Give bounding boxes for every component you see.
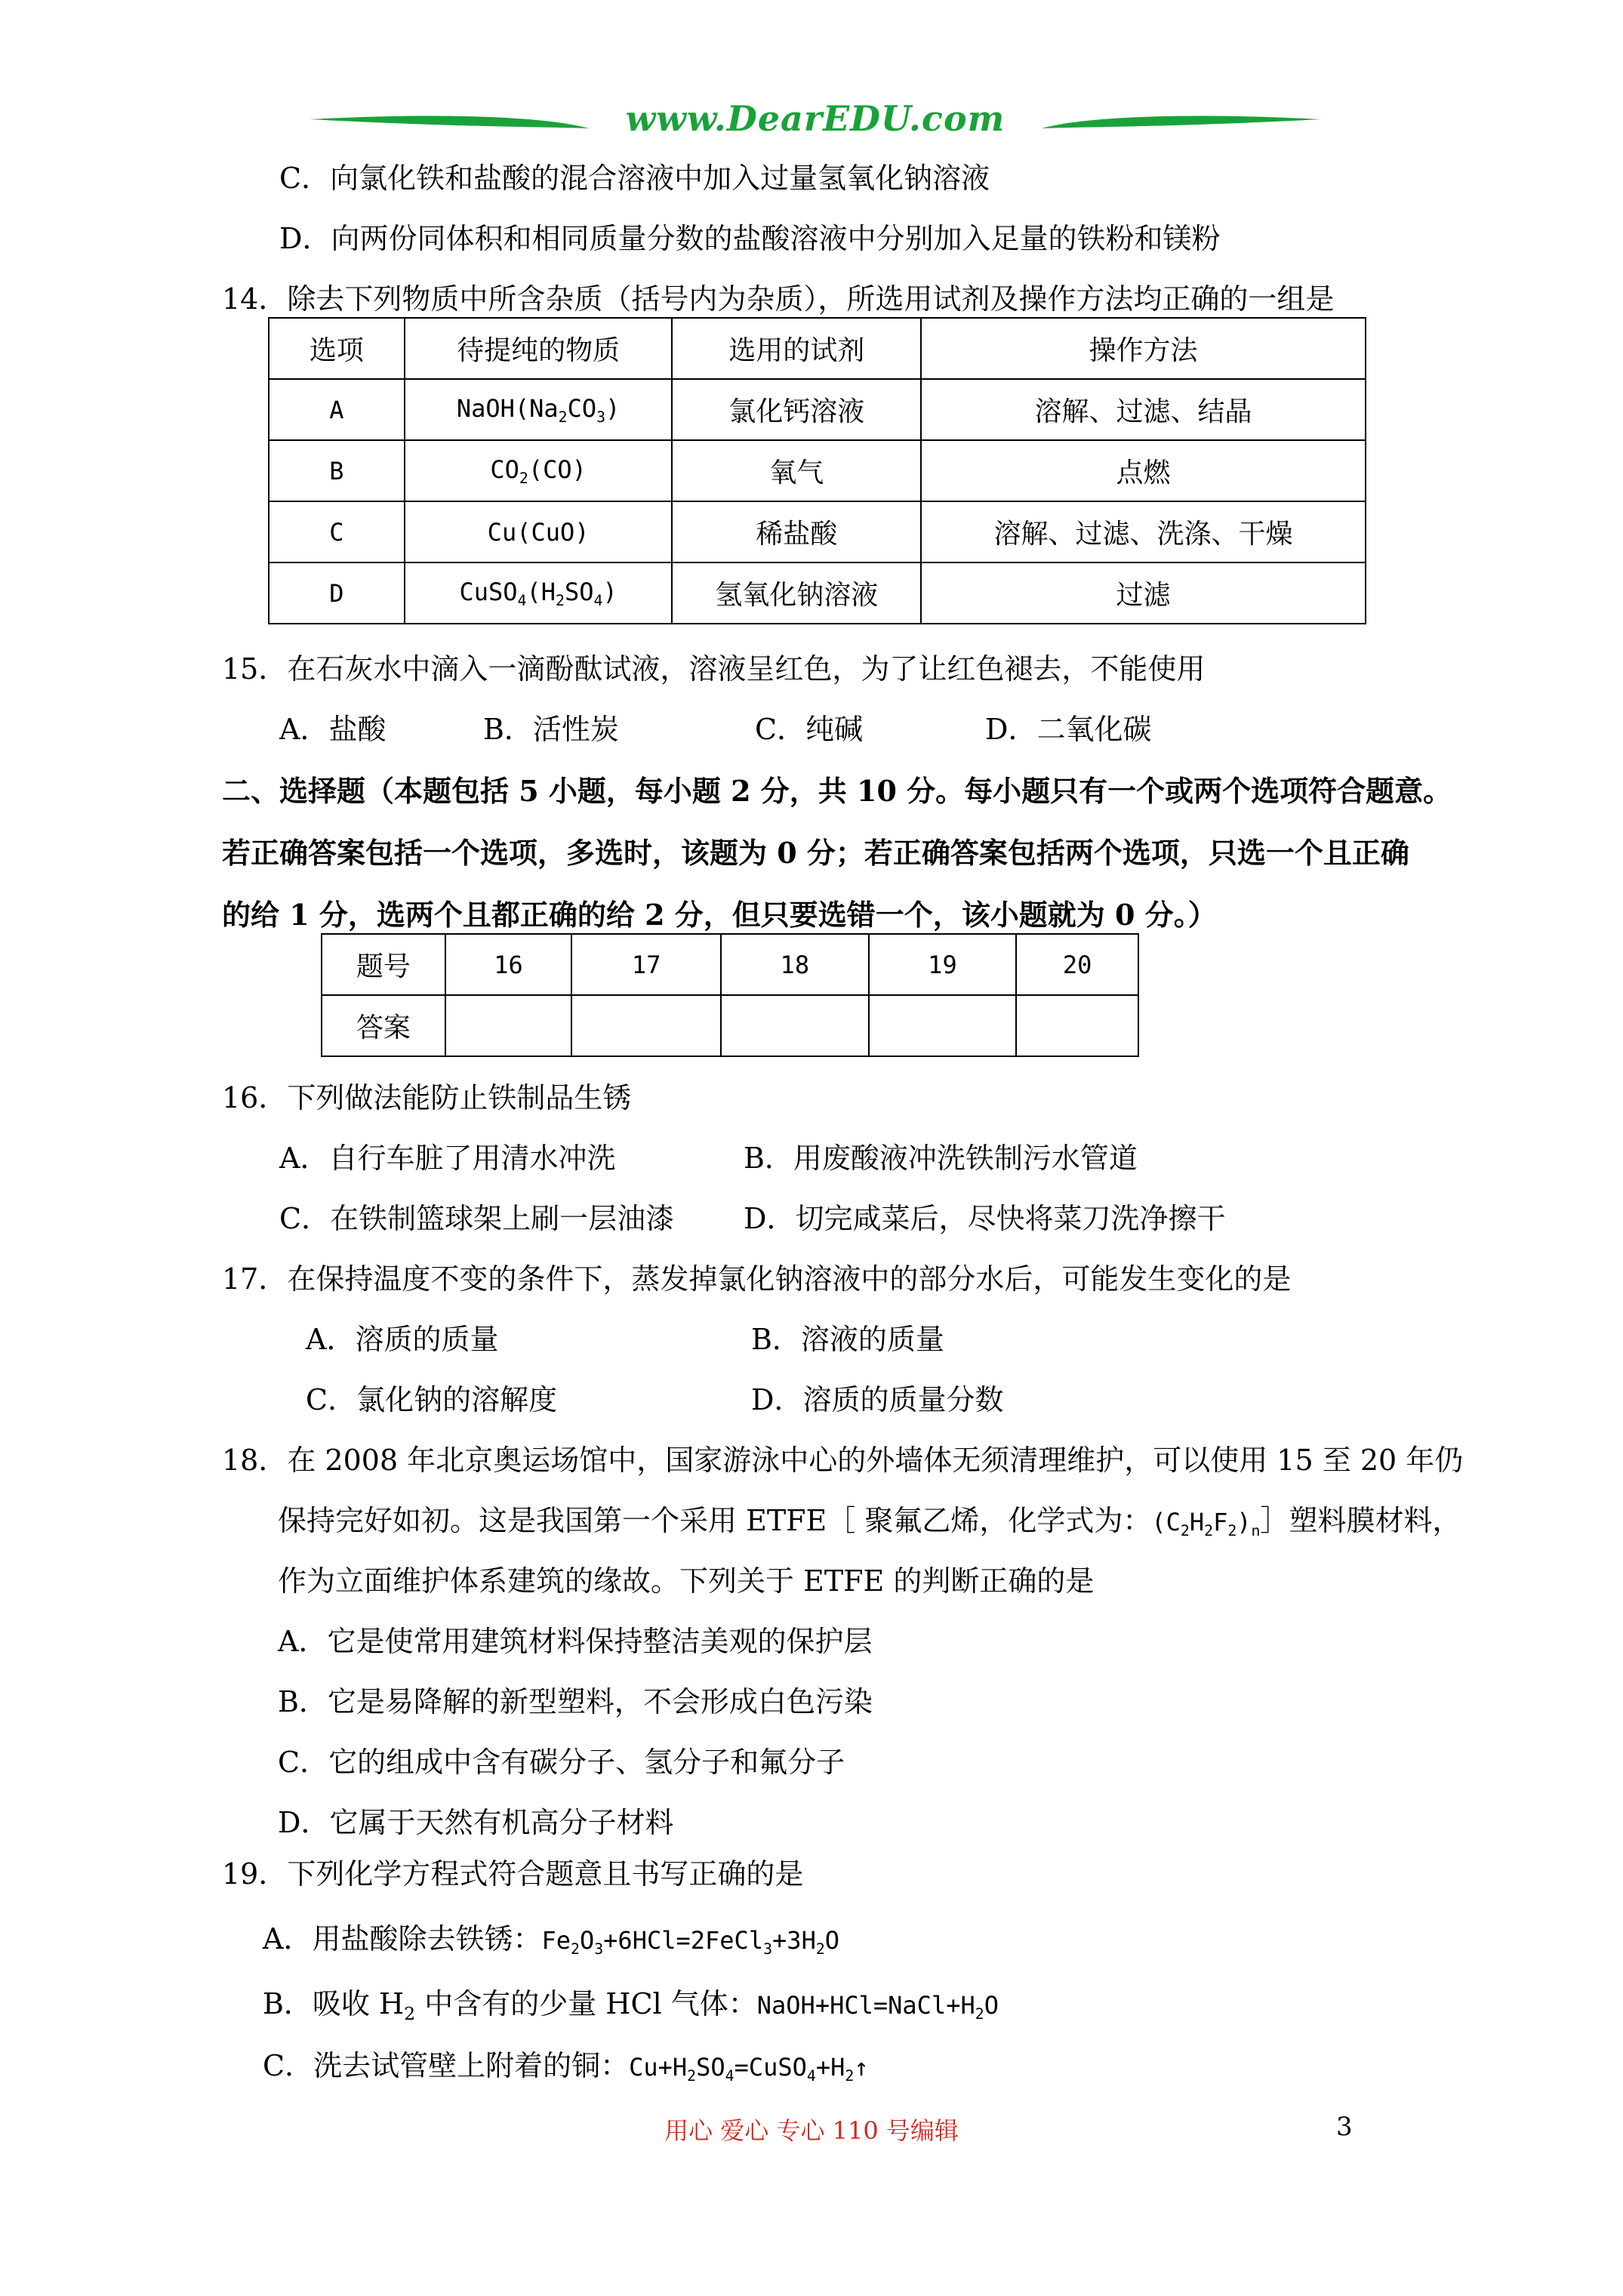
header-banner [302,89,1329,165]
q19-stem: 19．下列化学方程式符合题意且书写正确的是 [222,1857,804,1891]
table-row [322,934,1138,995]
table-header: 选项 [269,318,405,379]
table-cell-option: B [269,440,405,501]
page-number: 3 [1336,2112,1353,2142]
answer-table-label: 答案 [322,995,445,1056]
q19-option-a [263,1921,839,1968]
answer-table-number: 17 [571,934,721,995]
q17-option-c: C．氯化钠的溶解度 [306,1383,558,1416]
table-cell-method: 溶解、过滤、洗涤、干燥 [921,501,1366,562]
q16-option-a: A．自行车脏了用清水冲洗 [279,1142,616,1175]
q16-option-d: D．切完咸菜后，尽快将菜刀洗净擦干 [744,1202,1226,1235]
table-header: 选用的试剂 [672,318,920,379]
table-cell-reagent: 氢氧化钠溶液 [672,562,920,624]
q19-option-c [263,2048,869,2094]
table-row [269,562,1366,624]
q19-option-b: B．吸收 $H_2$ 中含有的少量 HCl 气体：$NaOH+HCl=NaCl+H_2O$ [263,1987,999,2025]
q13-option-c: C．向氯化铁和盐酸的混合溶液中加入过量氢氧化钠溶液 [279,162,990,195]
q19-option-a-text: A．用盐酸除去铁锈： [263,1922,542,1955]
q16-option-b: B．用废酸液冲洗铁制污水管道 [744,1142,1138,1175]
answer-table-number: 19 [869,934,1017,995]
table-row [269,440,1366,501]
q18-option-a: A．它是使常用建筑材料保持整洁美观的保护层 [278,1625,873,1658]
table-cell-substance: $CO_2(CO)$ [405,440,673,501]
table-header: 待提纯的物质 [405,318,673,379]
q18-line2-text-a: 保持完好如初。这是我国第一个采用 ETFE［ 聚氟乙烯，化学式为： [278,1504,1152,1537]
q18-line2-text-b: ］塑料膜材料， [1260,1504,1461,1537]
q16-option-c: C．在铁制篮球架上刷一层油漆 [279,1202,675,1235]
table-cell-reagent: 氯化钙溶液 [672,379,920,440]
q18-option-b: B．它是易降解的新型塑料，不会形成白色污染 [278,1685,873,1718]
q15-stem: 15．在石灰水中滴入一滴酚酞试液，溶液呈红色，为了让红色褪去，不能使用 [222,652,1206,686]
table-cell-option: D [269,562,405,624]
q15-option-a: A．盐酸 [279,713,387,746]
q18-option-d: D．它属于天然有机高分子材料 [278,1806,674,1839]
table-row [269,501,1366,562]
table-row [269,379,1366,440]
answer-table-label: 题号 [322,934,445,995]
header-site: www.DearEDU.com [625,98,1006,139]
q14-stem: 14．除去下列物质中所含杂质（括号内为杂质），所选用试剂及操作方法均正确的一组是 [222,282,1335,316]
q18-line1: 18．在 2008 年北京奥运场馆中，国家游泳中心的外墙体无须清理维护，可以使用 15 至 20 年仍 [222,1444,1464,1477]
answer-cell-20[interactable] [1016,995,1138,1056]
section2-line2: 若正确答案包括一个选项，多选时，该题为 0 分；若正确答案包括两个选项，只选一个且正确 [222,836,1409,870]
q14-table [268,317,1366,624]
answer-cell-17[interactable] [571,995,721,1056]
table-cell-reagent: 稀盐酸 [672,501,920,562]
answer-table-number: 18 [721,934,869,995]
q15-option-d: D．二氧化碳 [985,713,1152,746]
section2-line3: 的给 1 分，选两个且都正确的给 2 分，但只要选错一个，该小题就为 0 分。） [222,898,1217,932]
answer-table [321,933,1139,1057]
q19-option-b-text-a: B．吸收 H [263,1987,405,2020]
q18-line3: 作为立面维护体系建筑的缘故。下列关于 ETFE 的判断正确的是 [278,1564,1095,1598]
table-row [269,318,1366,379]
answer-table-number: 16 [445,934,572,995]
q19-option-c-text: C．洗去试管壁上附着的铜： [263,2049,630,2082]
q15-option-c: C．纯碱 [755,713,864,746]
table-cell-option: C [269,501,405,562]
q17-stem: 17．在保持温度不变的条件下，蒸发掉氯化钠溶液中的部分水后，可能发生变化的是 [222,1262,1292,1296]
q18-line2 [278,1502,1461,1549]
q17-option-d: D．溶质的质量分数 [751,1383,1004,1416]
table-cell-method: 溶解、过滤、结晶 [921,379,1366,440]
answer-table-number: 20 [1016,934,1138,995]
q16-stem: 16．下列做法能防止铁制品生锈 [222,1081,632,1114]
answer-cell-16[interactable] [445,995,572,1056]
q13-option-d: D．向两份同体积和相同质量分数的盐酸溶液中分别加入足量的铁粉和镁粉 [279,222,1221,255]
table-header: 操作方法 [921,318,1366,379]
q17-option-a: A．溶质的质量 [306,1323,499,1356]
q17-option-b: B．溶液的质量 [751,1323,944,1356]
etfe-formula: $(C_2H_2F_2)_n$ [1151,1508,1261,1539]
q19-option-c-equation: $Cu+H_2SO_4=CuSO_4+H_2↑$ [629,2053,869,2085]
q18-option-c: C．它的组成中含有碳分子、氢分子和氟分子 [278,1746,845,1779]
table-cell-substance: $CuSO_4(H_2SO_4)$ [405,562,673,624]
table-cell-substance: Cu(CuO) [405,501,673,562]
table-row [322,995,1138,1056]
table-cell-substance: $NaOH(Na_2CO_3)$ [405,379,673,440]
q19-option-b-text-b: 中含有的少量 HCl 气体： [415,1987,757,2020]
answer-cell-19[interactable] [869,995,1017,1056]
table-cell-reagent: 氧气 [672,440,920,501]
q19-option-b-equation: $NaOH+HCl=NaCl+H_2O$ [756,1991,999,2023]
q19-option-a-equation: $Fe_2O_3+6HCl=2FeCl_3+3H_2O$ [541,1926,840,1958]
table-cell-option: A [269,379,405,440]
answer-cell-18[interactable] [721,995,869,1056]
table-cell-method: 点燃 [921,440,1366,501]
footer-text: 用心 爱心 专心 110 号编辑 [664,2116,959,2145]
q15-option-b: B．活性炭 [483,713,619,746]
section2-line1: 二、选择题（本题包括 5 小题，每小题 2 分，共 10 分。每小题只有一个或两个选项符合题意。 [222,774,1452,808]
table-cell-method: 过滤 [921,562,1366,624]
